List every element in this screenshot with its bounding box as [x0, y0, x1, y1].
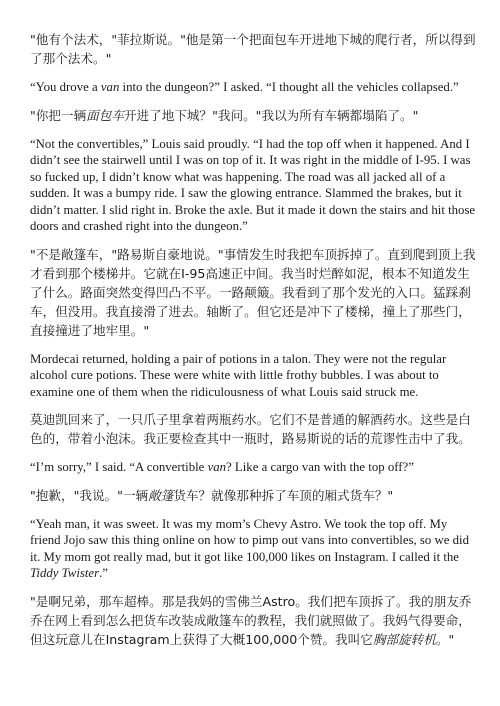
- english-paragraph: [30, 516, 480, 582]
- text-run: “I’m sorry,” I said. “A convertible: [30, 460, 208, 474]
- emphasis-text: van: [207, 460, 227, 474]
- text-run: 货车？就像那种拆了车顶的厢式货车？": [173, 487, 394, 503]
- text-run: "抱歉，"我说。"一辆: [30, 487, 149, 503]
- chinese-paragraph: [30, 592, 480, 649]
- emphasis-text: 面包车: [86, 107, 124, 123]
- emphasis-text: 胸部旋转机: [372, 631, 436, 647]
- chinese-paragraph: [30, 245, 480, 340]
- english-paragraph: [30, 459, 480, 476]
- text-run: 。": [435, 631, 455, 647]
- document-body: [30, 30, 480, 649]
- text-run: ? Like a cargo van with the top off?”: [226, 460, 414, 474]
- chinese-paragraph: [30, 486, 480, 505]
- english-paragraph: [30, 136, 480, 235]
- text-run: 开进了地下城？"我问。"我以为所有车辆都塌陷了。": [123, 107, 419, 123]
- english-paragraph: [30, 79, 480, 96]
- text-run: into the dungeon?” I asked. “I thought all the vehicles collapsed.”: [119, 80, 459, 94]
- emphasis-text: van: [100, 80, 120, 94]
- chinese-paragraph: [30, 30, 480, 68]
- english-paragraph: [30, 351, 480, 401]
- text-run: "不是敞篷车，"路易斯自豪地说。"事情发生时我把车顶拆掉了。直到爬到顶上我才看到那个楼梯井。它就在I-95高速正中间。我当时烂醉如泥，根本不知道发生了什么。路面突然变得凹凸不平。一路颠簸。我看到了那个发光的入口。猛踩刹车，但没用。我直接滑了进去。轴断了。但它还是冲下了楼梯，撞上了那些门，直接撞进了地牢里。": [30, 246, 476, 338]
- text-run: "他有个法术，"菲拉斯说。"他是第一个把面包车开进地下城的爬行者，所以得到了那个法术。": [30, 32, 476, 66]
- emphasis-text: Tiddy Twister: [30, 566, 100, 580]
- chinese-paragraph: [30, 106, 480, 125]
- chinese-paragraph: [30, 410, 480, 448]
- text-run: “Yeah man, it was sweet. It was my mom’s Chevy Astro. We took the top off. My friend Jojo saw this thing online on how to pimp out vans into convertibles, so we did it. My mom got really mad, but it got like 100,000 likes on Instagram. I called it the: [30, 516, 469, 564]
- text-run: Mordecai returned, holding a pair of potions in a talon. They were not the regular alcohol cure potions. These were white with little frothy bubbles. I was about to examine one of them when the ridiculousness of what Louis said struck me.: [30, 351, 447, 399]
- emphasis-text: 敞篷: [148, 487, 174, 503]
- text-run: .”: [99, 566, 108, 580]
- text-run: “You drove a: [30, 80, 101, 94]
- text-run: "是啊兄弟，那车超棒。那是我妈的雪佛兰Astro。我们把车顶拆了。我的朋友乔乔在网上看到怎么把货车改装成敞篷车的教程，我们就照做了。我妈气得要命，但这玩意儿在Instagram上获得了大概100,000个赞。我叫它: [30, 593, 472, 647]
- text-run: "你把一辆: [30, 107, 87, 123]
- text-run: 莫迪凯回来了，一只爪子里拿着两瓶药水。它们不是普通的解酒药水。这些是白色的，带着小泡沫。我正要检查其中一瓶时，路易斯说的话的荒谬性击中了我。: [30, 412, 471, 446]
- text-run: “Not the convertibles,” Louis said proudly. “I had the top off when it happened. And I didn’t see the stairwell until I was on top of it. It was right in the middle of I-95. I was so fucked up, I didn’t know what was happening. The road was all jacked all of a sudden. It was a bumpy ride. I saw the glowing entrance. Slammed the brakes, but it didn’t matter. I slid right in. Broke the axle. But it made it down the stairs and hit those doors and crashed right into the dungeon.”: [30, 136, 476, 233]
